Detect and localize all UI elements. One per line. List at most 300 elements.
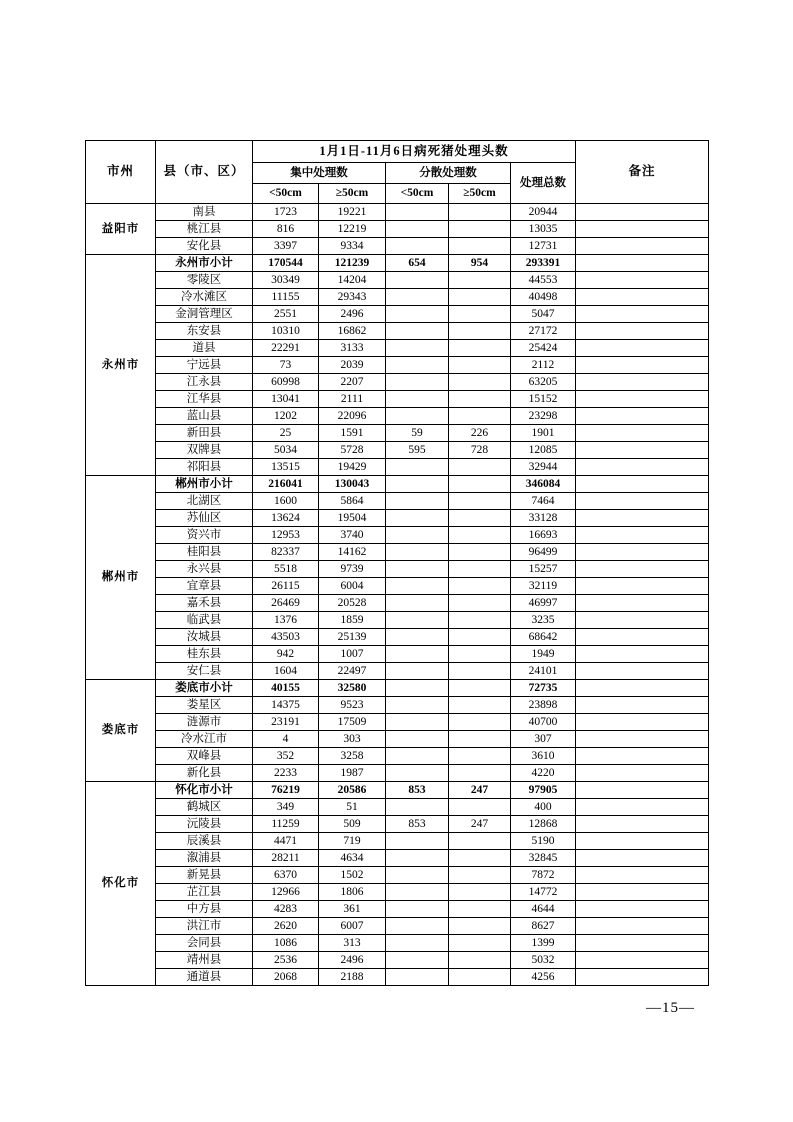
dispersed-gte50-cell: [449, 918, 511, 935]
dispersed-gte50-cell: [449, 901, 511, 918]
remark-cell: [576, 816, 709, 833]
subtotal-row: [86, 680, 709, 697]
dispersed-lt50-cell: [386, 595, 449, 612]
county-cell: 桃江县: [156, 221, 253, 238]
county-cell: 中方县: [156, 901, 253, 918]
city-cell: 益阳市: [86, 204, 156, 255]
centralized-gte50-cell: 2188: [319, 969, 386, 986]
dispersed-lt50-cell: [386, 374, 449, 391]
total-cell: 2112: [511, 357, 576, 374]
remark-cell: [576, 476, 709, 493]
table-row: [86, 850, 709, 867]
county-cell: 靖州县: [156, 952, 253, 969]
dispersed-gte50-cell: 226: [449, 425, 511, 442]
remark-cell: [576, 612, 709, 629]
total-cell: 15152: [511, 391, 576, 408]
total-cell: 23898: [511, 697, 576, 714]
centralized-lt50-cell: 5518: [253, 561, 319, 578]
centralized-lt50-cell: 12953: [253, 527, 319, 544]
table-row: [86, 799, 709, 816]
dispersed-lt50-cell: [386, 306, 449, 323]
remark-cell: [576, 408, 709, 425]
remark-cell: [576, 663, 709, 680]
centralized-lt50-cell: 170544: [253, 255, 319, 272]
total-cell: 63205: [511, 374, 576, 391]
dispersed-gte50-cell: [449, 748, 511, 765]
total-cell: 12085: [511, 442, 576, 459]
table-row: [86, 629, 709, 646]
remark-cell: [576, 680, 709, 697]
dispersed-lt50-cell: [386, 731, 449, 748]
county-cell: 溆浦县: [156, 850, 253, 867]
header-centralized-lt50: <50cm: [253, 184, 319, 204]
dispersed-lt50-cell: [386, 408, 449, 425]
centralized-lt50-cell: 14375: [253, 697, 319, 714]
dispersed-gte50-cell: [449, 476, 511, 493]
total-cell: 5032: [511, 952, 576, 969]
county-cell: 蓝山县: [156, 408, 253, 425]
centralized-gte50-cell: 1987: [319, 765, 386, 782]
dispersed-gte50-cell: [449, 731, 511, 748]
remark-cell: [576, 969, 709, 986]
centralized-gte50-cell: 16862: [319, 323, 386, 340]
county-cell: 新田县: [156, 425, 253, 442]
total-cell: 32845: [511, 850, 576, 867]
dispersed-gte50-cell: [449, 578, 511, 595]
dispersed-lt50-cell: [386, 289, 449, 306]
dispersed-gte50-cell: [449, 969, 511, 986]
centralized-gte50-cell: 25139: [319, 629, 386, 646]
dispersed-gte50-cell: [449, 952, 511, 969]
centralized-gte50-cell: 361: [319, 901, 386, 918]
dispersed-lt50-cell: [386, 663, 449, 680]
dispersed-gte50-cell: [449, 272, 511, 289]
centralized-gte50-cell: 6007: [319, 918, 386, 935]
county-cell: 通道县: [156, 969, 253, 986]
centralized-lt50-cell: 1202: [253, 408, 319, 425]
centralized-gte50-cell: 14162: [319, 544, 386, 561]
dispersed-gte50-cell: [449, 289, 511, 306]
table-row: [86, 289, 709, 306]
remark-cell: [576, 884, 709, 901]
dispersed-lt50-cell: [386, 850, 449, 867]
dispersed-lt50-cell: [386, 391, 449, 408]
centralized-lt50-cell: 10310: [253, 323, 319, 340]
centralized-lt50-cell: 1086: [253, 935, 319, 952]
table-body: [86, 204, 709, 986]
remark-cell: [576, 374, 709, 391]
dispersed-lt50-cell: 59: [386, 425, 449, 442]
remark-cell: [576, 595, 709, 612]
remark-cell: [576, 459, 709, 476]
dispersed-lt50-cell: [386, 918, 449, 935]
centralized-gte50-cell: 51: [319, 799, 386, 816]
table-row: [86, 833, 709, 850]
county-cell: 娄底市小计: [156, 680, 253, 697]
centralized-gte50-cell: 19504: [319, 510, 386, 527]
dispersed-lt50-cell: [386, 221, 449, 238]
table-row: [86, 935, 709, 952]
header-remarks: 备注: [576, 141, 709, 204]
centralized-gte50-cell: 303: [319, 731, 386, 748]
total-cell: 12731: [511, 238, 576, 255]
centralized-lt50-cell: 13624: [253, 510, 319, 527]
dispersed-gte50-cell: [449, 561, 511, 578]
dispersed-lt50-cell: [386, 493, 449, 510]
dispersed-lt50-cell: [386, 459, 449, 476]
table-row: [86, 221, 709, 238]
dispersed-gte50-cell: [449, 527, 511, 544]
dispersed-gte50-cell: 247: [449, 816, 511, 833]
dispersed-gte50-cell: [449, 612, 511, 629]
header-dispersed-gte50: ≥50cm: [449, 184, 511, 204]
table-row: [86, 901, 709, 918]
centralized-gte50-cell: 20586: [319, 782, 386, 799]
dispersed-gte50-cell: 954: [449, 255, 511, 272]
centralized-lt50-cell: 4471: [253, 833, 319, 850]
centralized-lt50-cell: 11155: [253, 289, 319, 306]
dispersed-lt50-cell: [386, 561, 449, 578]
dispersed-lt50-cell: 654: [386, 255, 449, 272]
centralized-gte50-cell: 5728: [319, 442, 386, 459]
dispersed-gte50-cell: [449, 459, 511, 476]
total-cell: 68642: [511, 629, 576, 646]
table-row: [86, 969, 709, 986]
centralized-lt50-cell: 26115: [253, 578, 319, 595]
centralized-lt50-cell: 25: [253, 425, 319, 442]
county-cell: 零陵区: [156, 272, 253, 289]
centralized-lt50-cell: 2068: [253, 969, 319, 986]
total-cell: 8627: [511, 918, 576, 935]
dispersed-gte50-cell: [449, 323, 511, 340]
centralized-gte50-cell: 1859: [319, 612, 386, 629]
dispersed-gte50-cell: [449, 493, 511, 510]
centralized-gte50-cell: 1591: [319, 425, 386, 442]
table-row: [86, 612, 709, 629]
total-cell: 7464: [511, 493, 576, 510]
county-cell: 临武县: [156, 612, 253, 629]
dispersed-lt50-cell: [386, 901, 449, 918]
remark-cell: [576, 901, 709, 918]
table-row: [86, 459, 709, 476]
centralized-gte50-cell: 20528: [319, 595, 386, 612]
county-cell: 北湖区: [156, 493, 253, 510]
dispersed-lt50-cell: [386, 867, 449, 884]
county-cell: 桂东县: [156, 646, 253, 663]
page-number: —15—: [646, 1000, 695, 1016]
centralized-gte50-cell: 22497: [319, 663, 386, 680]
dispersed-lt50-cell: [386, 697, 449, 714]
total-cell: 25424: [511, 340, 576, 357]
dispersed-gte50-cell: [449, 697, 511, 714]
centralized-lt50-cell: 30349: [253, 272, 319, 289]
header-dispersed-lt50: <50cm: [386, 184, 449, 204]
dispersed-gte50-cell: [449, 680, 511, 697]
total-cell: 32119: [511, 578, 576, 595]
centralized-lt50-cell: 349: [253, 799, 319, 816]
centralized-lt50-cell: 40155: [253, 680, 319, 697]
county-cell: 永州市小计: [156, 255, 253, 272]
remark-cell: [576, 510, 709, 527]
table-row: [86, 561, 709, 578]
county-cell: 新化县: [156, 765, 253, 782]
header-total: 处理总数: [511, 163, 576, 204]
total-cell: 3235: [511, 612, 576, 629]
table-row: [86, 578, 709, 595]
centralized-lt50-cell: 4: [253, 731, 319, 748]
centralized-lt50-cell: 13041: [253, 391, 319, 408]
total-cell: 97905: [511, 782, 576, 799]
centralized-gte50-cell: 4634: [319, 850, 386, 867]
dispersed-gte50-cell: [449, 799, 511, 816]
table-row: [86, 425, 709, 442]
total-cell: 44553: [511, 272, 576, 289]
dispersed-gte50-cell: [449, 544, 511, 561]
dispersed-lt50-cell: [386, 323, 449, 340]
county-cell: 道县: [156, 340, 253, 357]
table-row: [86, 408, 709, 425]
centralized-lt50-cell: 5034: [253, 442, 319, 459]
remark-cell: [576, 204, 709, 221]
remark-cell: [576, 493, 709, 510]
table-row: [86, 510, 709, 527]
remark-cell: [576, 850, 709, 867]
dispersed-lt50-cell: [386, 935, 449, 952]
table-row: [86, 952, 709, 969]
total-cell: 3610: [511, 748, 576, 765]
county-cell: 鹤城区: [156, 799, 253, 816]
table-row: [86, 238, 709, 255]
county-cell: 桂阳县: [156, 544, 253, 561]
header-main-title: 1月1日-11月6日病死猪处理头数: [253, 141, 576, 163]
subtotal-row: [86, 476, 709, 493]
county-cell: 宜章县: [156, 578, 253, 595]
centralized-lt50-cell: 352: [253, 748, 319, 765]
dispersed-gte50-cell: 728: [449, 442, 511, 459]
centralized-gte50-cell: 19221: [319, 204, 386, 221]
remark-cell: [576, 221, 709, 238]
city-cell: 怀化市: [86, 782, 156, 986]
centralized-gte50-cell: 5864: [319, 493, 386, 510]
centralized-gte50-cell: 14204: [319, 272, 386, 289]
dispersed-gte50-cell: [449, 374, 511, 391]
dispersed-lt50-cell: [386, 680, 449, 697]
county-cell: 苏仙区: [156, 510, 253, 527]
table-row: [86, 595, 709, 612]
table-row: [86, 374, 709, 391]
total-cell: 20944: [511, 204, 576, 221]
total-cell: 13035: [511, 221, 576, 238]
dispersed-gte50-cell: [449, 340, 511, 357]
centralized-lt50-cell: 2551: [253, 306, 319, 323]
county-cell: 祁阳县: [156, 459, 253, 476]
remark-cell: [576, 714, 709, 731]
table-row: [86, 884, 709, 901]
dispersed-lt50-cell: [386, 884, 449, 901]
header-city: 市州: [86, 141, 156, 204]
dispersed-lt50-cell: [386, 629, 449, 646]
total-cell: 346084: [511, 476, 576, 493]
header-centralized: 集中处理数: [253, 163, 386, 184]
centralized-gte50-cell: 2111: [319, 391, 386, 408]
centralized-lt50-cell: 60998: [253, 374, 319, 391]
dispersed-lt50-cell: [386, 714, 449, 731]
total-cell: 46997: [511, 595, 576, 612]
remark-cell: [576, 238, 709, 255]
centralized-gte50-cell: 1502: [319, 867, 386, 884]
table-row: [86, 204, 709, 221]
table-row: [86, 340, 709, 357]
remark-cell: [576, 782, 709, 799]
table-row: [86, 918, 709, 935]
dispersed-lt50-cell: [386, 969, 449, 986]
table-row: [86, 527, 709, 544]
dispersed-gte50-cell: [449, 204, 511, 221]
table-row: [86, 731, 709, 748]
centralized-gte50-cell: 509: [319, 816, 386, 833]
dispersed-lt50-cell: [386, 833, 449, 850]
total-cell: 72735: [511, 680, 576, 697]
total-cell: 16693: [511, 527, 576, 544]
centralized-lt50-cell: 1376: [253, 612, 319, 629]
dispersed-lt50-cell: [386, 544, 449, 561]
remark-cell: [576, 748, 709, 765]
centralized-gte50-cell: 29343: [319, 289, 386, 306]
table-row: [86, 323, 709, 340]
centralized-gte50-cell: 3258: [319, 748, 386, 765]
total-cell: 15257: [511, 561, 576, 578]
county-cell: 冷水滩区: [156, 289, 253, 306]
remark-cell: [576, 272, 709, 289]
centralized-lt50-cell: 11259: [253, 816, 319, 833]
header-centralized-gte50: ≥50cm: [319, 184, 386, 204]
total-cell: 1949: [511, 646, 576, 663]
remark-cell: [576, 255, 709, 272]
county-cell: 娄星区: [156, 697, 253, 714]
county-cell: 安仁县: [156, 663, 253, 680]
total-cell: 40700: [511, 714, 576, 731]
dispersed-lt50-cell: [386, 646, 449, 663]
total-cell: 4644: [511, 901, 576, 918]
disposal-table: [85, 140, 709, 986]
county-cell: 汝城县: [156, 629, 253, 646]
table-row: [86, 493, 709, 510]
table-row: [86, 646, 709, 663]
centralized-gte50-cell: 3133: [319, 340, 386, 357]
county-cell: 宁远县: [156, 357, 253, 374]
total-cell: 23298: [511, 408, 576, 425]
dispersed-gte50-cell: [449, 663, 511, 680]
dispersed-gte50-cell: [449, 714, 511, 731]
dispersed-lt50-cell: [386, 510, 449, 527]
total-cell: 5047: [511, 306, 576, 323]
remark-cell: [576, 765, 709, 782]
subtotal-row: [86, 782, 709, 799]
centralized-lt50-cell: 82337: [253, 544, 319, 561]
centralized-lt50-cell: 26469: [253, 595, 319, 612]
county-cell: 江永县: [156, 374, 253, 391]
centralized-lt50-cell: 6370: [253, 867, 319, 884]
centralized-lt50-cell: 2536: [253, 952, 319, 969]
county-cell: 东安县: [156, 323, 253, 340]
centralized-lt50-cell: 43503: [253, 629, 319, 646]
header-county: 县（市、区）: [156, 141, 253, 204]
remark-cell: [576, 340, 709, 357]
subtotal-row: [86, 255, 709, 272]
remark-cell: [576, 544, 709, 561]
dispersed-lt50-cell: 853: [386, 782, 449, 799]
centralized-gte50-cell: 3740: [319, 527, 386, 544]
county-cell: 沅陵县: [156, 816, 253, 833]
city-cell: 娄底市: [86, 680, 156, 782]
centralized-gte50-cell: 1806: [319, 884, 386, 901]
county-cell: 南县: [156, 204, 253, 221]
centralized-lt50-cell: 76219: [253, 782, 319, 799]
county-cell: 双峰县: [156, 748, 253, 765]
dispersed-lt50-cell: [386, 204, 449, 221]
remark-cell: [576, 425, 709, 442]
county-cell: 洪江市: [156, 918, 253, 935]
remark-cell: [576, 952, 709, 969]
remark-cell: [576, 391, 709, 408]
total-cell: 32944: [511, 459, 576, 476]
remark-cell: [576, 561, 709, 578]
total-cell: 96499: [511, 544, 576, 561]
city-cell: 郴州市: [86, 476, 156, 680]
total-cell: 293391: [511, 255, 576, 272]
centralized-gte50-cell: 719: [319, 833, 386, 850]
centralized-lt50-cell: 73: [253, 357, 319, 374]
total-cell: 14772: [511, 884, 576, 901]
table-row: [86, 765, 709, 782]
dispersed-gte50-cell: [449, 646, 511, 663]
dispersed-gte50-cell: [449, 408, 511, 425]
dispersed-gte50-cell: [449, 595, 511, 612]
centralized-lt50-cell: 28211: [253, 850, 319, 867]
total-cell: 4256: [511, 969, 576, 986]
centralized-lt50-cell: 816: [253, 221, 319, 238]
total-cell: 1399: [511, 935, 576, 952]
remark-cell: [576, 646, 709, 663]
table-row: [86, 748, 709, 765]
centralized-lt50-cell: 1723: [253, 204, 319, 221]
remark-cell: [576, 357, 709, 374]
county-cell: 冷水江市: [156, 731, 253, 748]
county-cell: 永兴县: [156, 561, 253, 578]
dispersed-lt50-cell: [386, 578, 449, 595]
dispersed-gte50-cell: 247: [449, 782, 511, 799]
centralized-gte50-cell: 12219: [319, 221, 386, 238]
dispersed-lt50-cell: [386, 799, 449, 816]
county-cell: 嘉禾县: [156, 595, 253, 612]
table-row: [86, 357, 709, 374]
remark-cell: [576, 731, 709, 748]
centralized-lt50-cell: 1604: [253, 663, 319, 680]
centralized-gte50-cell: 9523: [319, 697, 386, 714]
dispersed-gte50-cell: [449, 833, 511, 850]
centralized-gte50-cell: 2496: [319, 952, 386, 969]
remark-cell: [576, 629, 709, 646]
total-cell: 5190: [511, 833, 576, 850]
dispersed-gte50-cell: [449, 510, 511, 527]
header-row-1: [86, 141, 709, 163]
table-row: [86, 714, 709, 731]
centralized-gte50-cell: 130043: [319, 476, 386, 493]
centralized-lt50-cell: 4283: [253, 901, 319, 918]
dispersed-lt50-cell: [386, 612, 449, 629]
total-cell: 27172: [511, 323, 576, 340]
dispersed-gte50-cell: [449, 884, 511, 901]
